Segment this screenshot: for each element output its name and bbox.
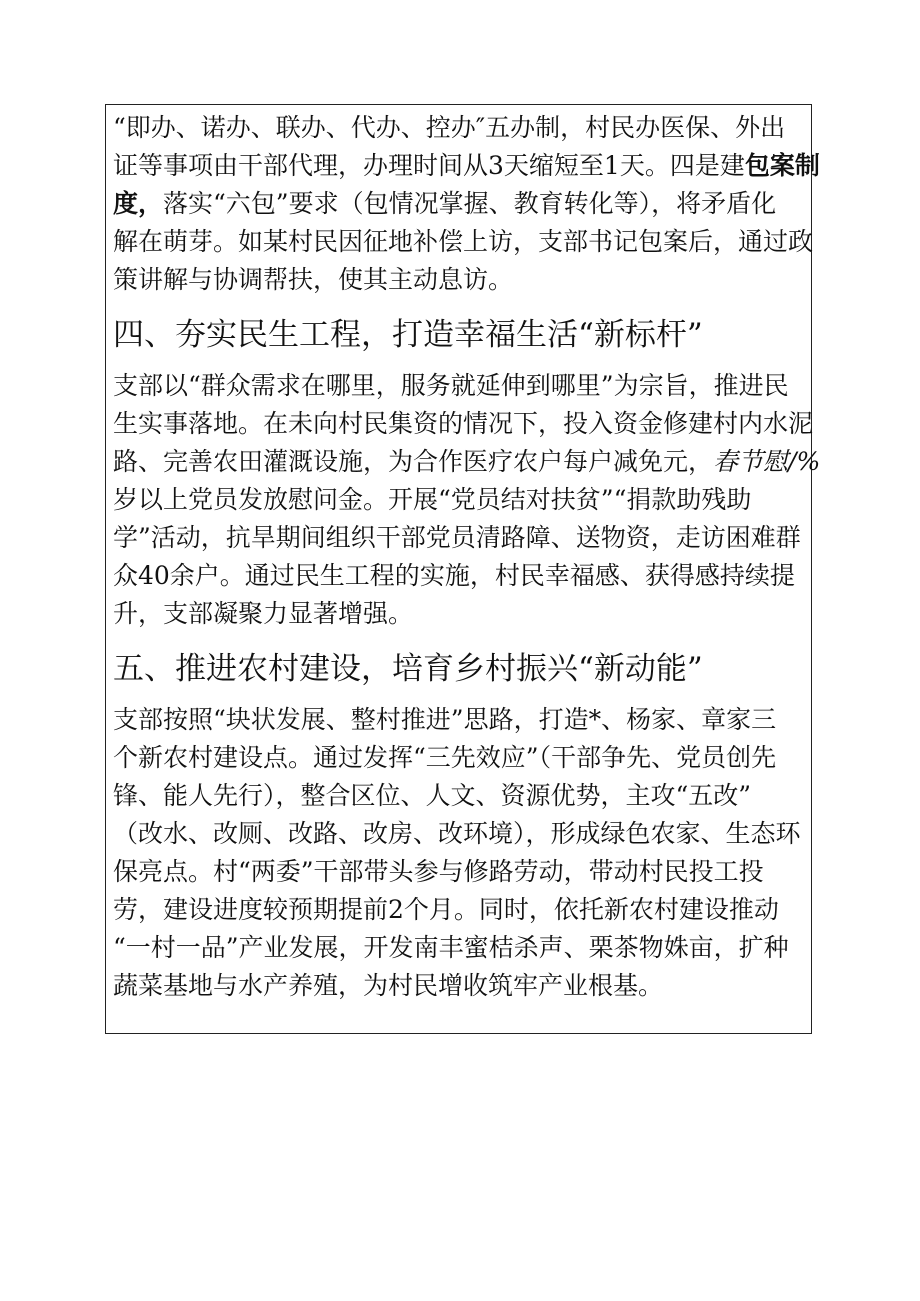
paragraph-line xyxy=(113,185,803,223)
section-5-body xyxy=(113,701,803,1005)
paragraph-line: 策讲解与协调帮扶，使其主动息访。 xyxy=(113,265,514,294)
paragraph-line: （改水、改厕、改路、改房、改环境），形成绿色农家、生态环 xyxy=(113,819,801,848)
paragraph-line: 生实事落地。在未向村民集资的情况下，投入资金修建村内水泥 xyxy=(113,409,814,438)
paragraph-line: 学”活动，抗旱期间组织干部党员清路障、送物资，走访困难群 xyxy=(113,523,801,552)
paragraph-line xyxy=(113,147,820,185)
paragraph-line: 众40余户。通过民生工程的实施，村民幸福感、获得感持续提 xyxy=(113,561,795,590)
paragraph-line: 支部以“群众需求在哪里，服务就延伸到哪里”为宗旨，推进民 xyxy=(113,371,789,400)
paragraph-line: 岁以上党员发放慰问金。开展“党员结对扶贫”“捐款助残助 xyxy=(113,485,752,514)
paragraph-line: 解在萌芽。如某村民因征地补偿上访，支部书记包案后，通过政 xyxy=(113,227,814,256)
paragraph-line xyxy=(113,443,821,481)
bold-text: 包案制 xyxy=(744,151,820,180)
italic-text: 春节慰/% xyxy=(713,447,821,476)
document-body xyxy=(113,109,821,1005)
paragraph-line: 保亮点。村“两委”干部带头参与修路劳动，带动村民投工投 xyxy=(113,857,764,886)
section-4-heading: 四、夯实民生工程，打造幸福生活“新标杆” xyxy=(113,317,703,353)
line-text: 路、完善农田灌溉设施，为合作医疗农户每户减免元， xyxy=(113,447,714,476)
paragraph-line: 支部按照“块状发展、整村推进”思路，打造*、杨家、章家三 xyxy=(113,705,777,734)
paragraph-line: 个新农村建设点。通过发挥“三先效应”（干部争先、党员创先 xyxy=(113,743,777,772)
section-5-heading: 五、推进农村建设，培育乡村振兴“新动能” xyxy=(113,651,703,687)
paragraph-line: 锋、能人先行），整合区位、人文、资源优势，主攻“五改” xyxy=(113,781,752,810)
line-text: 落实“六包”要求（包情况掌握、教育转化等），将矛盾化 xyxy=(163,189,777,218)
paragraph-line: “即办、诺办、联办、代办、控办″五办制，村民办医保、外出 xyxy=(113,113,786,142)
section-3-continuation xyxy=(113,109,820,299)
paragraph-line: 升，支部凝聚力显著增强。 xyxy=(113,599,414,628)
paragraph-line: “一村一品”产业发展，开发南丰蜜桔杀声、栗茶物姝亩，扩种 xyxy=(113,933,789,962)
paragraph-line: 蔬菜基地与水产养殖，为村民增收筑牢产业根基。 xyxy=(113,971,664,1000)
line-text: 证等事项由干部代理，办理时间从3天缩短至1天。四是建 xyxy=(113,151,745,180)
bold-text: 度， xyxy=(113,189,164,218)
section-4-body xyxy=(113,367,821,633)
paragraph-line: 劳，建设进度较预期提前2个月。同时，依托新农村建设推动 xyxy=(113,895,779,924)
